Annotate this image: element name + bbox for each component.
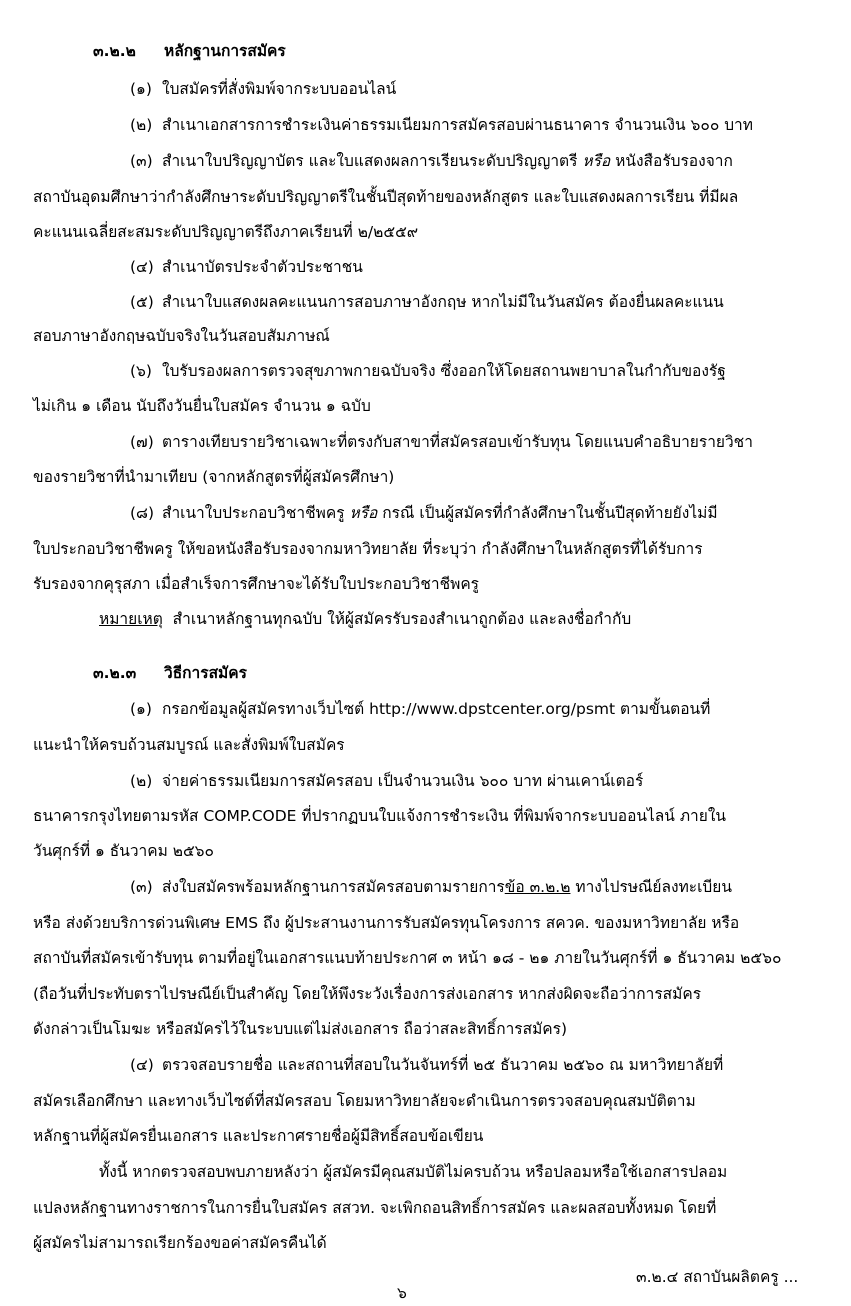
item-text: จ่ายค่าธรรมเนียมการสมัครสอบ เป็นจำนวนเงิน ๖๐๐ บาท ผ่านเคาน์เตอร์ [162, 772, 644, 790]
item-text: หรือ ส่งด้วยบริการด่วนพิเศษ EMS ถึง ผู้ประสานงานการรับสมัครทุนโครงการ สควค. ของมหาวิทยาลัย หรือ [33, 914, 740, 932]
item-text: วันศุกร์ที่ ๑ ธันวาคม ๒๕๖๐ [33, 842, 214, 860]
item-number: (๗) [130, 433, 154, 451]
item-text: ใบรับรองผลการตรวจสุขภาพกายฉบับจริง ซึ่งออกให้โดยสถานพยาบาลในกำกับของรัฐ [162, 362, 726, 380]
item-number: (๖) [130, 362, 152, 380]
item-text-part: ทางไปรษณีย์ลงทะเบียน [575, 878, 732, 896]
item-text [162, 500, 718, 525]
item-text: (ถือวันที่ประทับตราไปรษณีย์เป็นสำคัญ โดยให้พึงระวังเรื่องการส่งเอกสาร หากส่งผิดจะถือว่าการสมัคร [33, 985, 702, 1003]
item-text: รับรองจากคุรุสภา เมื่อสำเร็จการศึกษาจะได้รับใบประกอบวิชาชีพครู [33, 575, 480, 593]
item-text: ธนาคารกรุงไทยตามรหัส COMP.CODE ที่ปรากฏบนใบแจ้งการชำระเงิน ที่พิมพ์จากระบบออนไลน์ ภายใน [33, 807, 726, 825]
item-number: (๒) [130, 772, 153, 790]
note-line [99, 606, 631, 631]
item-text: สำเนาเอกสารการชำระเงินค่าธรรมเนียมการสมัครสอบผ่านธนาคาร จำนวนเงิน ๖๐๐ บาท [162, 116, 753, 134]
emphasis-or: หรือ [582, 152, 611, 170]
item-number: (๒) [130, 116, 153, 134]
item-text: คะแนนเฉลี่ยสะสมระดับปริญญาตรีถึงภาคเรียนที่ ๒/๒๕๕๙ [33, 223, 419, 241]
note-label: หมายเหตุ [99, 610, 163, 628]
item-text: สอบภาษาอังกฤษฉบับจริงในวันสอบสัมภาษณ์ [33, 327, 330, 345]
item-text-part: กรณี เป็นผู้สมัครที่กำลังศึกษาในชั้นปีสุดท้ายยังไม่มี [382, 504, 718, 522]
item-text-part: สำเนาใบประกอบวิชาชีพครู [162, 504, 345, 522]
item-text: ไม่เกิน ๑ เดือน นับถึงวันยื่นใบสมัคร จำนวน ๑ ฉบับ [33, 397, 371, 415]
item-number: (๓) [130, 152, 153, 170]
item-text: ของรายวิชาที่นำมาเทียบ (จากหลักสูตรที่ผู้สมัครศึกษา) [33, 468, 395, 486]
item-text: สมัครเลือกศึกษา และทางเว็บไซต์ที่สมัครสอบ โดยมหาวิทยาลัยจะดำเนินการตรวจสอบคุณสมบัติตาม [33, 1092, 696, 1110]
item-number: (๔) [130, 258, 154, 276]
item-number: (๑) [130, 80, 152, 98]
note-text: สำเนาหลักฐานทุกฉบับ ให้ผู้สมัครรับรองสำเนาถูกต้อง และลงชื่อกำกับ [172, 610, 632, 628]
item-text: สำเนาบัตรประจำตัวประชาชน [162, 258, 363, 276]
item-text: หลักฐานที่ผู้สมัครยื่นเอกสาร และประกาศรายชื่อผู้มีสิทธิ์สอบข้อเขียน [33, 1127, 484, 1145]
item-text: แนะนำให้ครบถ้วนสมบูรณ์ และสั่งพิมพ์ใบสมัคร [33, 736, 345, 754]
emphasis-or: หรือ [349, 504, 378, 522]
item-text: ใบประกอบวิชาชีพครู ให้ขอหนังสือรับรองจากมหาวิทยาลัย ที่ระบุว่า กำลังศึกษาในหลักสูตรที่ได้รับการ [33, 540, 703, 558]
item-text-part: สำเนาใบปริญญาบัตร และใบแสดงผลการเรียนระดับปริญญาตรี [162, 152, 578, 170]
item-text [162, 148, 733, 173]
item-text: สถาบันที่สมัครเข้ารับทุน ตามที่อยู่ในเอกสารแนบท้ายประกาศ ๓ หน้า ๑๘ - ๒๑ ภายในวันศุกร์ที่ ๑ ธันวาคม ๒๕๖๐ [33, 949, 782, 967]
item-number: (๘) [130, 504, 155, 522]
item-text: ตารางเทียบรายวิชาเฉพาะที่ตรงกับสาขาที่สมัครสอบเข้ารับทุน โดยแนบคำอธิบายรายวิชา [162, 433, 753, 451]
item-text: สำเนาใบแสดงผลคะแนนการสอบภาษาอังกฤษ หากไม่มีในวันสมัคร ต้องยื่นผลคะแนน [162, 293, 724, 311]
page-number: ๖ [397, 1284, 407, 1302]
item-text: สถาบันอุดมศึกษาว่ากำลังศึกษาระดับปริญญาตรีในชั้นปีสุดท้ายของหลักสูตร และใบแสดงผลการเรียน ที่มีผล [33, 188, 739, 206]
section-3-2-3-number: ๓.๒.๓ [93, 664, 137, 682]
item-text: ตรวจสอบรายชื่อ และสถานที่สอบในวันจันทร์ที่ ๒๕ ธันวาคม ๒๕๖๐ ณ มหาวิทยาลัยที่ [162, 1056, 724, 1074]
item-text: กรอกข้อมูลผู้สมัครทางเว็บไซต์ http://www.dpstcenter.org/psmt ตามขั้นตอนที่ [162, 700, 711, 718]
item-number: (๕) [130, 293, 154, 311]
item-text: ดังกล่าวเป็นโมฆะ หรือสมัครไว้ในระบบแต่ไม่ส่งเอกสาร ถือว่าสละสิทธิ์การสมัคร) [33, 1020, 568, 1038]
item-text-part: ส่งใบสมัครพร้อมหลักฐานการสมัครสอบตามรายการ [162, 878, 505, 896]
section-3-2-2-number: ๓.๒.๒ [93, 42, 136, 60]
item-number: (๔) [130, 1056, 154, 1074]
closing-text: ทั้งนี้ หากตรวจสอบพบภายหลังว่า ผู้สมัครมีคุณสมบัติไม่ครบถ้วน หรือปลอมหรือใช้เอกสารปลอม [99, 1163, 728, 1181]
reference-link: ข้อ ๓.๒.๒ [504, 878, 571, 896]
section-3-2-3-title: วิธีการสมัคร [164, 664, 247, 682]
item-text: ใบสมัครที่สั่งพิมพ์จากระบบออนไลน์ [162, 80, 397, 98]
closing-text: แปลงหลักฐานทางราชการในการยื่นใบสมัคร สสวท. จะเพิกถอนสิทธิ์การสมัคร และผลสอบทั้งหมด โดยที่ [33, 1199, 717, 1217]
closing-text: ผู้สมัครไม่สามารถเรียกร้องขอค่าสมัครคืนได้ [33, 1234, 327, 1252]
item-text-part: หนังสือรับรองจาก [615, 152, 733, 170]
item-number: (๑) [130, 700, 152, 718]
item-number: (๓) [130, 878, 153, 896]
item-text [162, 874, 732, 899]
continuation-text: ๓.๒.๔ สถาบันผลิตครู ... [636, 1268, 799, 1286]
section-3-2-2-title: หลักฐานการสมัคร [164, 42, 286, 60]
